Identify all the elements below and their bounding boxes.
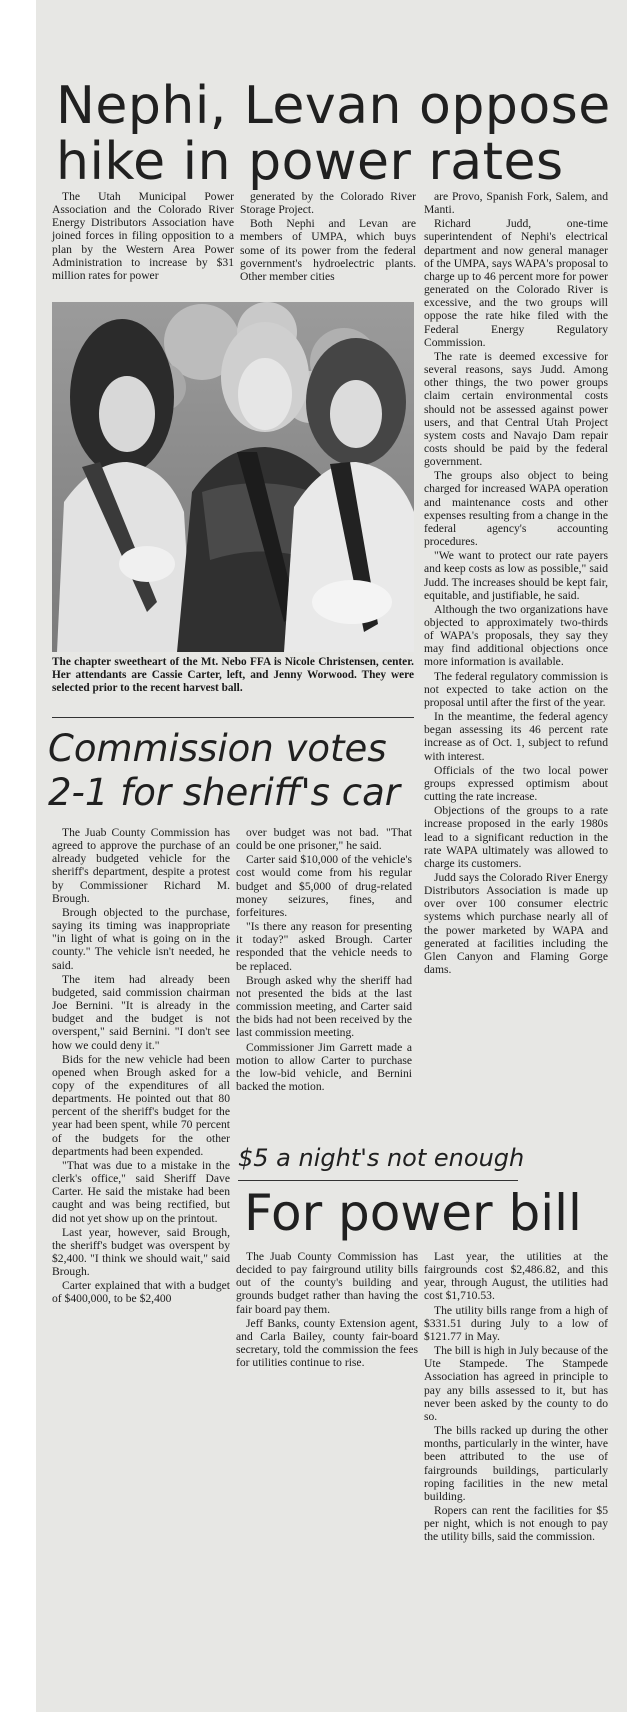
headline-power-rates-line1: Nephi, Levan oppose: [56, 76, 611, 136]
photo-image: [52, 302, 414, 652]
paragraph: Both Nephi and Levan are members of UMPA, which buys some of its power from the federal government's hydroelectric plants. Other member cities: [240, 217, 416, 283]
paragraph: "We want to protect our rate payers and keep costs as low as possible," said Judd. The increases should be kept fair, equitable, and justifiable, he said.: [424, 549, 608, 602]
article-power-rates-col1: [52, 190, 234, 282]
paragraph: Objections of the groups to a rate increase proposed in the early 1980s lead to a significant reduction in the rate WAPA ultimately was allowed to charge its customers.: [424, 804, 608, 870]
article-power-rates-col2: [240, 190, 416, 283]
paragraph: Richard Judd, one-time superintendent of Nephi's electrical department and now general manager of the UMPA, says WAPA's proposal to charge up to 46 percent more for power generated on the Colorado River is excessive, and the two groups will oppose the rate hike filed with the Federal Energy Regulatory Commission.: [424, 217, 608, 349]
paragraph: Last year, however, said Brough, the sheriff's budget was overspent by $2,400. "I think we should wait," said Brough.: [52, 1225, 230, 1279]
article-power-bill-col2: [424, 1250, 608, 1543]
headline-power-rates-line2: hike in power rates: [56, 132, 564, 192]
paragraph: The rate is deemed excessive for several reasons, says Judd. Among other things, the two power groups claim certain environmental costs should not be assessed against power users, and that Central Utah Project system costs and Navajo Dam repair costs should be paid by the federal government.: [424, 349, 608, 469]
paragraph: "Is there any reason for presenting it today?" asked Brough. Carter responded that the vehicle needs to be replaced.: [236, 920, 412, 973]
headline-sheriff-car-line1: Commission votes: [48, 727, 387, 770]
paragraph: Brough objected to the purchase, saying its timing was inappropriate "in light of what is going on in the county." The vehicle isn't needed, he said.: [52, 905, 230, 972]
section-divider: [52, 717, 414, 718]
paragraph: are Provo, Spanish Fork, Salem, and Manti.: [424, 190, 608, 217]
paragraph: Ropers can rent the facilities for $5 per night, which is not enough to pay the utility bills, said the commission.: [424, 1503, 608, 1544]
paragraph: The groups also object to being charged for increased WAPA operation and maintenance costs and other expenses resulting from a change in the federal agency's accounting procedures.: [424, 469, 608, 549]
paragraph: In the meantime, the federal agency began assessing its 46 percent rate increase as of Oct. 1, subject to refund with interest.: [424, 710, 608, 763]
paragraph: The Juab County Commission has agreed to approve the purchase of an already budgeted vehicle for the sheriff's department, despite a protest by Commissioner Richard M. Brough.: [52, 826, 230, 905]
headline-power-bill: For power bill: [244, 1184, 582, 1242]
paragraph: over budget was not bad. "That could be one prisoner," he said.: [236, 826, 412, 853]
photo-caption: The chapter sweetheart of the Mt. Nebo FFA is Nicole Christensen, center. Her attendants are Cassie Carter, left, and Jenny Worwood. They were selected prior to the recent harvest ball.: [52, 656, 414, 694]
paragraph: Judd says the Colorado River Energy Distributors Association is made up over over 100 consumer electric systems which purchase nearly all of the power marketed by WAPA and generated at facilities including the Glen Canyon and Flaming Gorge dams.: [424, 870, 608, 977]
paragraph: The utility bills range from a high of $331.51 during July to a low of $121.77 in May.: [424, 1303, 608, 1343]
paragraph: Although the two organizations have objected to approximately two-thirds of WAPA's proposals, they say they may find additional objections once more information is available.: [424, 602, 608, 669]
ffa-sweethearts-photo: [52, 302, 414, 652]
article-sheriff-car-col1: [52, 826, 230, 1306]
kicker-rule: [238, 1180, 518, 1181]
paragraph: The Utah Municipal Power Association and the Colorado River Energy Distributors Association have joined forces in filing opposition to a plan by the Western Area Power Administration to increase by $31 million rates for power: [52, 190, 234, 282]
paragraph: Last year, the utilities at the fairgrounds cost $2,486.82, and this year, through August, the utilities had cost $1,710.53.: [424, 1250, 608, 1303]
article-power-bill-col1: [236, 1250, 418, 1369]
paragraph: Carter explained that with a budget of $400,000, to be $2,400: [52, 1279, 230, 1306]
paragraph: Brough asked why the sheriff had not presented the bids at the last commission meeting, and Carter said the bids had not been received by the last commission meeting.: [236, 973, 412, 1040]
paragraph: "That was due to a mistake in the clerk's office," said Sheriff Dave Carter. He said the mistake had been caught and was being rectified, but did not yet show up on the printout.: [52, 1158, 230, 1225]
paragraph: Carter said $10,000 of the vehicle's cost would come from his regular budget and $5,000 of drug-related money seizures, fines, and forfeitures.: [236, 853, 412, 919]
headline-sheriff-car-line2: 2-1 for sheriff's car: [48, 771, 400, 814]
paragraph: Jeff Banks, county Extension agent, and Carla Bailey, county fair-board secretary, told the commission the fees for utilities continue to rise.: [236, 1316, 418, 1370]
paragraph: Commissioner Jim Garrett made a motion to allow Carter to purchase the low-bid vehicle, and Bernini backed the motion.: [236, 1040, 412, 1093]
paragraph: The Juab County Commission has decided to pay fairground utility bills out of the county's building and grounds budget rather than having the fair board pay them.: [236, 1250, 418, 1316]
kicker-five-dollars: $5 a night's not enough: [238, 1144, 525, 1172]
paragraph: Officials of the two local power groups expressed optimism about cutting the rate increase.: [424, 763, 608, 804]
paragraph: The federal regulatory commission is not expected to take action on the proposal until after the first of the year.: [424, 669, 608, 709]
paragraph: The bills racked up during the other months, particularly in the winter, have been attributed to the use of fairgrounds buildings, particularly roping facilities in the new metal building.: [424, 1424, 608, 1503]
paragraph: The bill is high in July because of the Ute Stampede. The Stampede Association has agreed in principle to pay any bills assessed to it, but has never been asked by the county to do so.: [424, 1344, 608, 1423]
paragraph: The item had already been budgeted, said commission chairman Joe Bernini. "It is already in the budget and the budget is not overspent," said Bernini. "I don't see how we could deny it.": [52, 972, 230, 1052]
paragraph: Bids for the new vehicle had been opened when Brough asked for a copy of the expenditures of all departments. He pointed out that 80 percent of the sheriff's budget for the year had been spent, while 70 percent of the budgets for the other departments had been expended.: [52, 1052, 230, 1158]
article-power-rates-col3: [424, 190, 608, 976]
paragraph: generated by the Colorado River Storage Project.: [240, 190, 416, 217]
article-sheriff-car-col2: [236, 826, 412, 1093]
